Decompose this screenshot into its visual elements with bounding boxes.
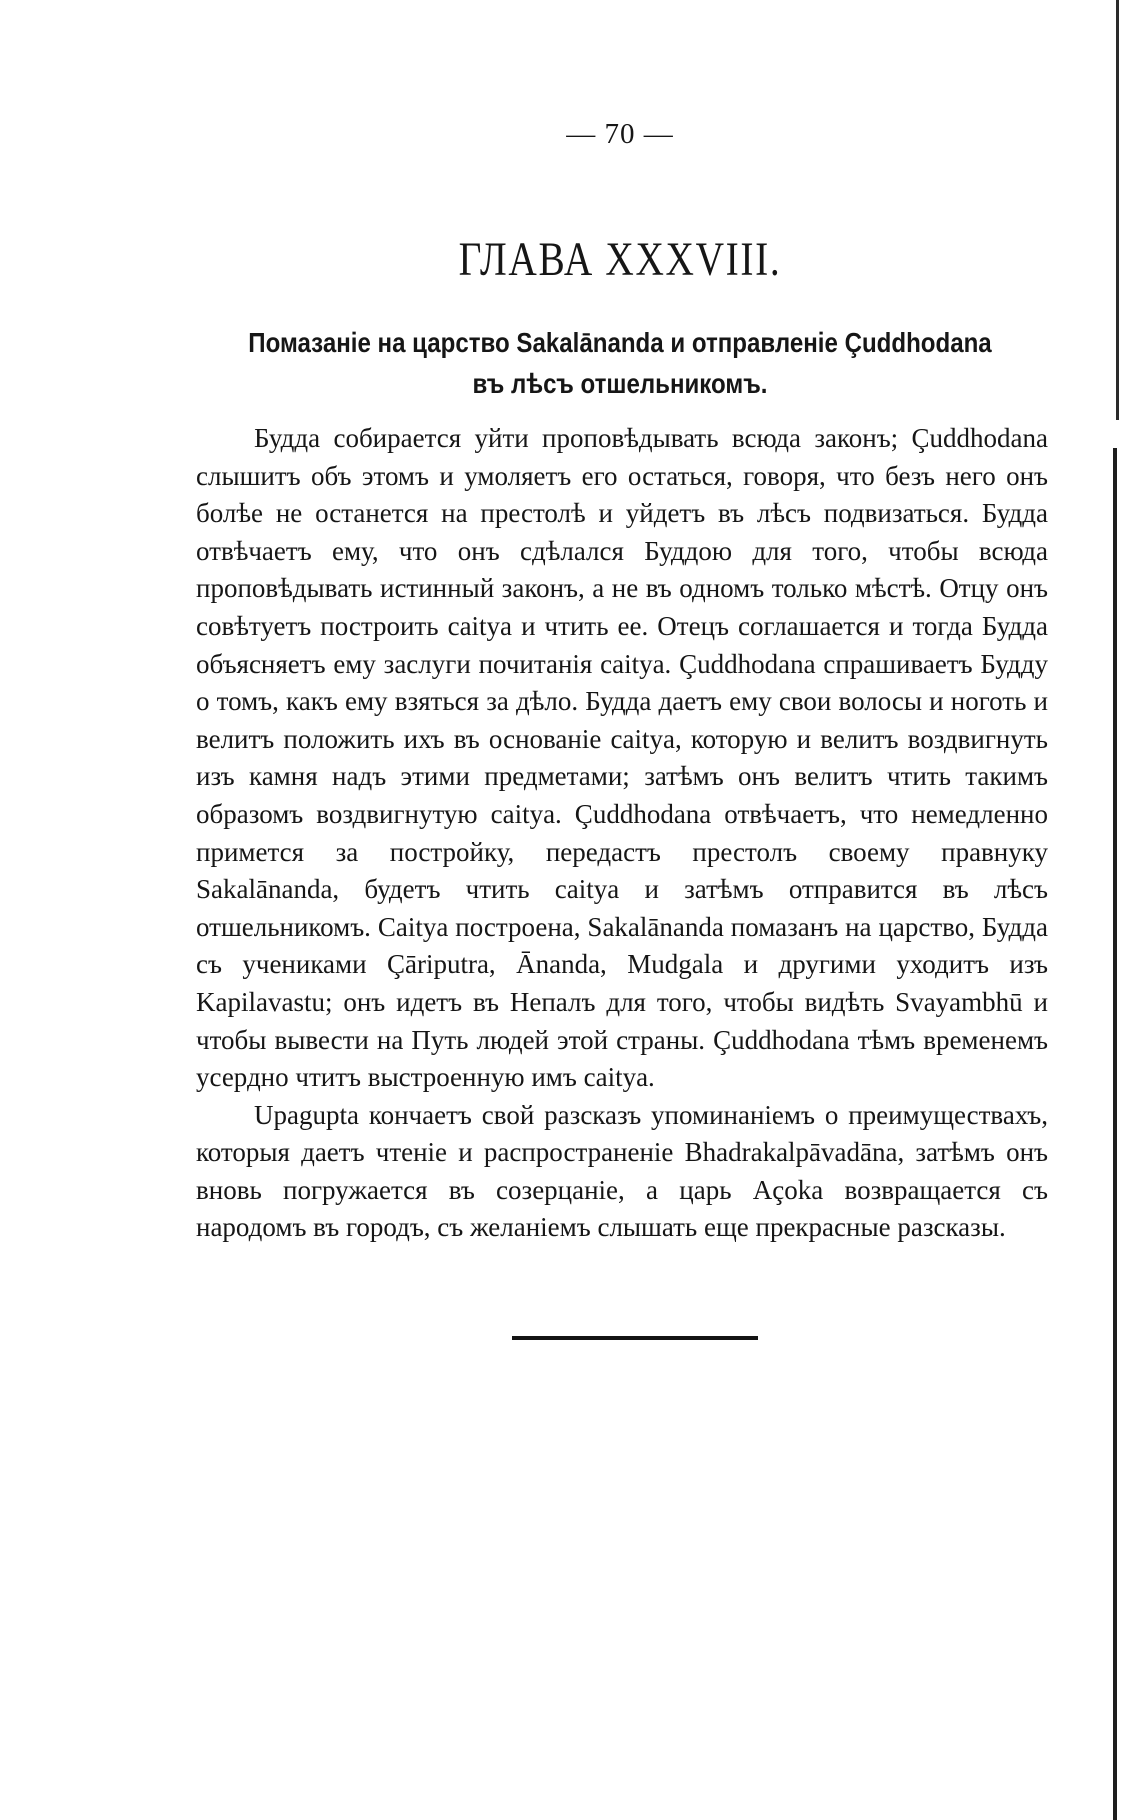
paragraph: Будда собирается уйти проповѣдывать всюда законъ; Çuddhodana слышитъ объ этомъ и умоляетъ его остаться, говоря, что безъ него онъ болѣе не останется на престолѣ и уйдетъ въ лѣсъ подвизаться. Будда отвѣчаетъ ему, что онъ сдѣлался Буддою для того, чтобы всюда проповѣдывать истинный законъ, а не въ одномъ только мѣстѣ. Отцу онъ совѣтуетъ построить caitya и чтить ее. Отецъ соглашается и тогда Будда объясняетъ ему заслуги почитанія caitya. Çuddhodana спрашиваетъ Будду о томъ, какъ ему взяться за дѣло. Будда даетъ ему свои волосы и ноготь и велитъ положить ихъ въ основаніе caitya, которую и велитъ воздвигнуть изъ камня надъ этими предметами; затѣмъ онъ велитъ чтить такимъ образомъ воздвигнутую caitya. Çuddhodana отвѣчаетъ, что немедленно примется за постройку, передастъ престолъ своему правнуку Sakalānanda, будетъ чтить caitya и затѣмъ отправится въ лѣсъ отшельникомъ. Caitya построена, Sakalānanda помазанъ на царство, Будда съ учениками Çāriputra, Ānanda, Mudgala и другими уходитъ изъ Kapilavastu; онъ идетъ въ Непалъ для того, чтобы видѣть Svayambhū и чтобы вывести на Путь людей этой страны. Çuddhodana тѣмъ временемъ усердно чтитъ выстроенную имъ caitya. — [196, 423, 1048, 1093]
paragraph: Upagupta кончаетъ свой разсказъ упоминаніемъ о преимуществахъ, которыя даетъ чтеніе и распространеніе Bhadrakalpāvadāna, затѣмъ онъ вновь погружается въ созерцаніе, а царь Açoka возвращается съ народомъ въ городъ, съ желаніемъ слышать еще прекрасные разсказы. — [196, 1099, 1048, 1243]
end-rule — [512, 1336, 758, 1340]
chapter-title: ГЛАВА XXXVIII. — [458, 233, 782, 286]
body-text — [196, 420, 1048, 1247]
page-number: — 70 — — [566, 118, 674, 150]
page-edge-line — [1113, 448, 1117, 1820]
chapter-subtitle: Помазаніе на царство Sakalānanda и отправленіе Çuddhodana въ лѣсъ отшельникомъ. — [248, 327, 992, 399]
page-edge-line — [1116, 0, 1119, 420]
